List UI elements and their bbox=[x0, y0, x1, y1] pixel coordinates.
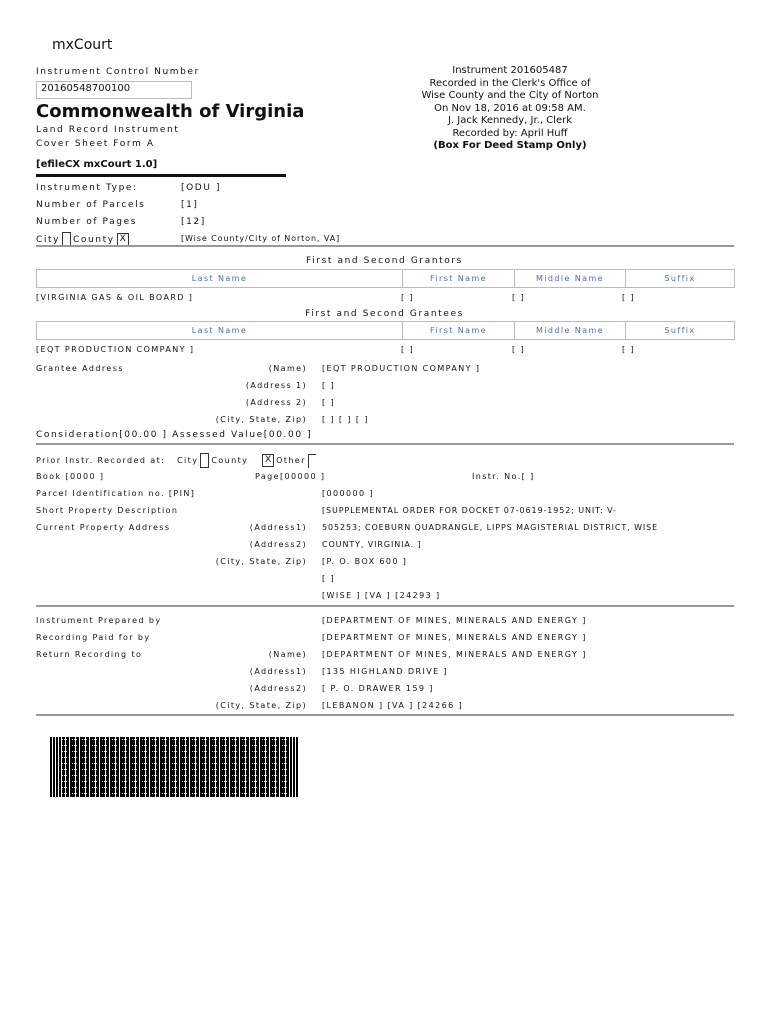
grantee-addr1-label: (Address 1) bbox=[245, 381, 307, 390]
return-csz-label: (City, State, Zip) bbox=[215, 701, 307, 710]
subtitle-line1: Land Record Instrument bbox=[36, 125, 180, 135]
property-csz-label: (City, State, Zip) bbox=[215, 557, 307, 566]
grantor-suffix: [ ] bbox=[622, 293, 635, 302]
pdf417-barcode bbox=[50, 737, 299, 797]
divider bbox=[36, 605, 734, 607]
efile-underline bbox=[36, 174, 286, 177]
return-addr1-label: (Address1) bbox=[249, 667, 307, 676]
grantee-csz-label: (City, State, Zip) bbox=[215, 415, 307, 424]
grantee-first-name: [ ] bbox=[401, 345, 414, 354]
return-name-label: (Name) bbox=[268, 650, 307, 659]
short-description-line3: COUNTY, VIRGINIA. ] bbox=[322, 540, 422, 549]
divider bbox=[36, 714, 734, 716]
property-addr2-label: (Address2) bbox=[249, 540, 307, 549]
prior-other-label: Other bbox=[276, 456, 306, 465]
grantor-middle-name: [ ] bbox=[512, 293, 525, 302]
pages-value: [12] bbox=[181, 217, 206, 227]
short-description-label: Short Property Description bbox=[36, 506, 179, 515]
prepared-by-label: Instrument Prepared by bbox=[36, 616, 162, 625]
efile-label: [efileCX mxCourt 1.0] bbox=[36, 159, 158, 170]
pin-label: Parcel Identification no. [PIN] bbox=[36, 489, 196, 498]
prior-city-checkbox bbox=[200, 453, 209, 468]
grantees-column-header bbox=[36, 321, 735, 340]
col-suffix: Suffix bbox=[664, 274, 696, 283]
consideration-line: Consideration[00.00 ] Assessed Value[00.00 ] bbox=[36, 430, 313, 440]
grantees-heading: First and Second Grantees bbox=[305, 309, 464, 319]
parcels-value: [1] bbox=[181, 200, 199, 210]
location-value: [Wise County/City of Norton, VA] bbox=[181, 234, 341, 243]
col-first-name: First Name bbox=[403, 270, 515, 287]
return-name-value: [DEPARTMENT OF MINES, MINERALS AND ENERGY ] bbox=[322, 650, 587, 659]
county-label: County bbox=[73, 235, 115, 245]
prepared-by-value: [DEPARTMENT OF MINES, MINERALS AND ENERGY ] bbox=[322, 616, 587, 625]
grantee-addr2-label: (Address 2) bbox=[245, 398, 307, 407]
county-checkbox: X bbox=[117, 233, 129, 246]
divider bbox=[36, 443, 734, 445]
stamp-recorded-by: Recorded by: April Huff bbox=[452, 127, 568, 139]
prior-book: Book [0000 ] bbox=[36, 472, 105, 481]
return-addr1-value: [135 HIGHLAND DRIVE ] bbox=[322, 667, 448, 676]
instrument-type-value: [ODU ] bbox=[181, 183, 222, 193]
grantee-name-value: [EQT PRODUCTION COMPANY ] bbox=[322, 364, 481, 373]
stamp-county: Wise County and the City of Norton bbox=[421, 90, 599, 101]
stamp-note: (Box For Deed Stamp Only) bbox=[433, 140, 587, 151]
return-to-label: Return Recording to bbox=[36, 650, 143, 659]
prior-instrument-row bbox=[36, 453, 318, 468]
prior-county-label: County bbox=[211, 456, 249, 465]
grantee-addr2-value: [ ] bbox=[322, 398, 335, 407]
prior-page: Page[00000 ] bbox=[255, 472, 326, 481]
return-csz-value: [LEBANON ] [VA ] [24266 ] bbox=[322, 701, 464, 710]
grantors-column-header bbox=[36, 269, 735, 288]
col-suffix: Suffix bbox=[664, 326, 696, 335]
property-pobox: [P. O. BOX 600 ] bbox=[322, 557, 408, 566]
paid-by-label: Recording Paid for by bbox=[36, 633, 151, 642]
prior-label: Prior Instr. Recorded at: bbox=[36, 456, 166, 465]
instrument-type-label: Instrument Type: bbox=[36, 183, 138, 193]
col-middle-name: Middle Name bbox=[515, 270, 626, 287]
control-number-field bbox=[36, 81, 192, 99]
col-first-name: First Name bbox=[403, 322, 515, 339]
brand-logo: mxCourt bbox=[52, 37, 113, 53]
property-address-label: Current Property Address bbox=[36, 523, 171, 532]
control-number-value: 20160548700100 bbox=[41, 83, 131, 94]
prior-city-label: City bbox=[177, 456, 199, 465]
grantee-suffix: [ ] bbox=[622, 345, 635, 354]
pages-label: Number of Pages bbox=[36, 217, 138, 227]
pin-value: [000000 ] bbox=[322, 489, 374, 498]
grantors-heading: First and Second Grantors bbox=[306, 256, 463, 266]
short-description-line1: [SUPPLEMENTAL ORDER FOR DOCKET 07-0619-1952; UNIT: V- bbox=[322, 506, 617, 515]
grantee-addr1-value: [ ] bbox=[322, 381, 335, 390]
grantor-first-name: [ ] bbox=[401, 293, 414, 302]
divider bbox=[36, 245, 734, 247]
paid-by-value: [DEPARTMENT OF MINES, MINERALS AND ENERGY ] bbox=[322, 633, 587, 642]
parcels-label: Number of Parcels bbox=[36, 200, 146, 210]
grantee-last-name: [EQT PRODUCTION COMPANY ] bbox=[36, 345, 195, 354]
stamp-datetime: On Nov 18, 2016 at 09:58 AM. bbox=[434, 102, 586, 114]
stamp-instrument: Instrument 201605487 bbox=[452, 65, 568, 76]
prior-other-checkbox bbox=[308, 454, 316, 468]
control-number-label: Instrument Control Number bbox=[36, 67, 200, 77]
property-blank: [ ] bbox=[322, 574, 335, 583]
grantee-middle-name: [ ] bbox=[512, 345, 525, 354]
return-addr2-label: (Address2) bbox=[249, 684, 307, 693]
stamp-recorded: Recorded in the Clerk's Office of bbox=[429, 77, 591, 89]
property-csz-value: [WISE ] [VA ] [24293 ] bbox=[322, 591, 441, 600]
property-addr1-label: (Address1) bbox=[249, 523, 307, 532]
prior-instr-no: Instr. No.[ ] bbox=[472, 472, 535, 481]
col-middle-name: Middle Name bbox=[515, 322, 626, 339]
grantee-csz-value: [ ] [ ] [ ] bbox=[322, 415, 369, 424]
stamp-clerk: J. Jack Kennedy, Jr., Clerk bbox=[447, 115, 572, 126]
deed-stamp-box bbox=[395, 65, 625, 153]
page-title: Commonwealth of Virginia bbox=[36, 101, 305, 122]
grantor-last-name: [VIRGINIA GAS & OIL BOARD ] bbox=[36, 293, 194, 302]
col-last-name: Last Name bbox=[37, 270, 403, 287]
col-last-name: Last Name bbox=[37, 322, 403, 339]
grantee-name-label: (Name) bbox=[268, 364, 307, 373]
city-label: City bbox=[36, 235, 61, 245]
subtitle-line2: Cover Sheet Form A bbox=[36, 139, 155, 149]
prior-county-checkbox: X bbox=[262, 454, 274, 467]
short-description-line2: 505253; COEBURN QUADRANGLE, LIPPS MAGISTERIAL DISTRICT, WISE bbox=[322, 523, 659, 532]
return-addr2-value: [ P. O. DRAWER 159 ] bbox=[322, 684, 434, 693]
grantee-address-label: Grantee Address bbox=[36, 364, 124, 373]
